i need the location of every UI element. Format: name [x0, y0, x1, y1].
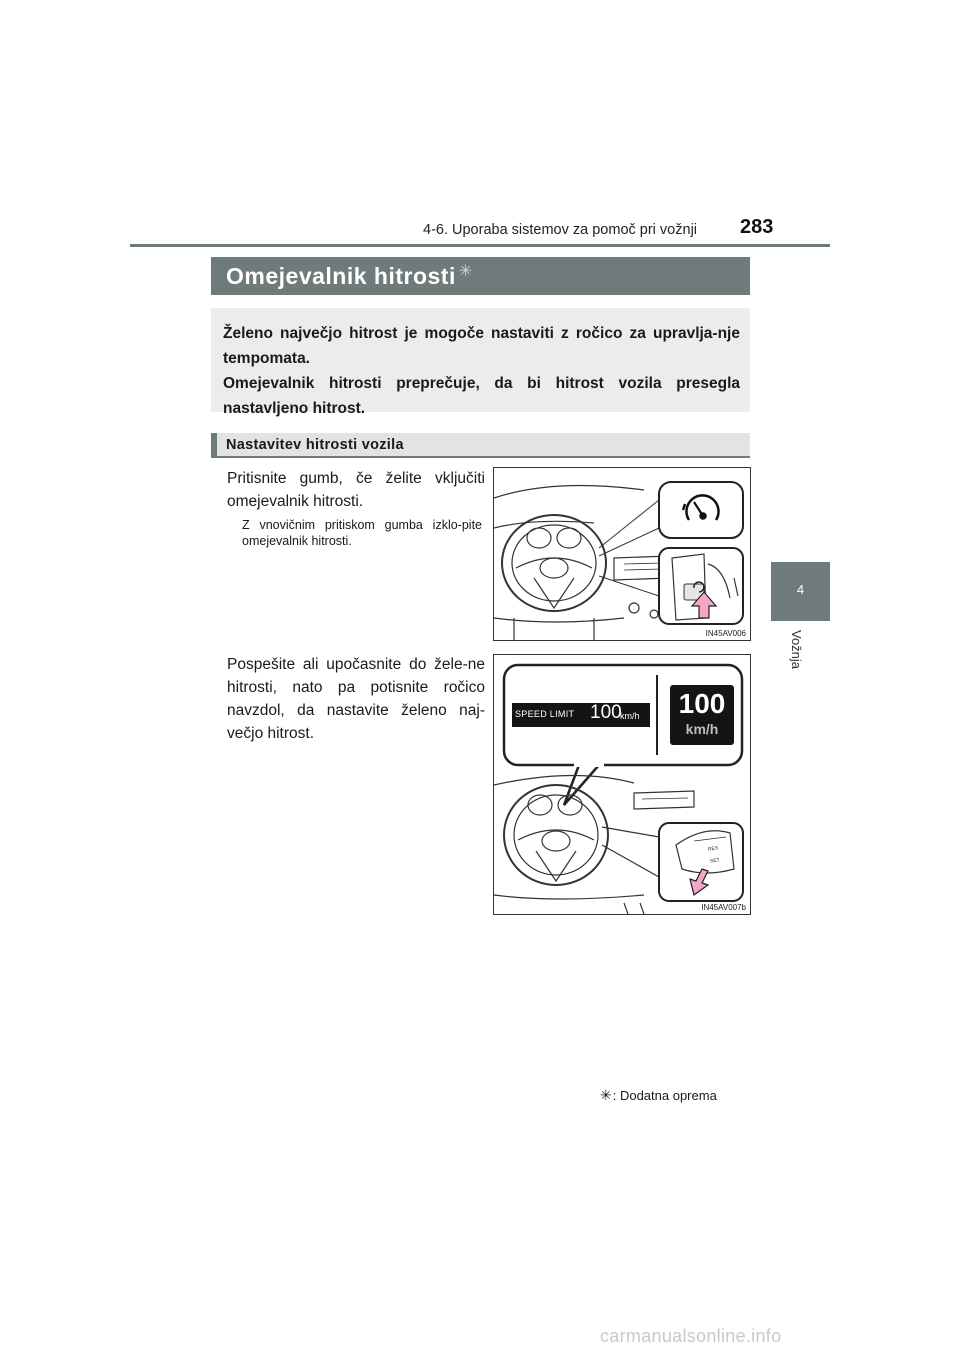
- lever-label-res: RES: [707, 845, 719, 853]
- page-number: 283: [740, 216, 774, 238]
- subsection-accent: [211, 433, 217, 457]
- step-1-text: Pritisnite gumb, če želite vključiti omejevalnik hitrosti.: [227, 470, 485, 510]
- figure-1-code: IN45AV006: [705, 629, 746, 638]
- chapter-title: 4-6. Uporaba sistemov za pomoč pri vožnji: [423, 222, 698, 238]
- chapter-tab-label: Vožnja: [789, 630, 804, 670]
- figure-steering-wheel-button: [493, 467, 751, 641]
- footnote-asterisk: ✳: [600, 1087, 612, 1103]
- step-1-note: Z vnovičnim pritiskom gumba izklo-pite omejevalnik hitrosti.: [242, 518, 482, 548]
- figure-speed-limit-display: [493, 654, 751, 915]
- subsection-underline: [211, 456, 750, 458]
- watermark: carmanualsonline.info: [600, 1326, 782, 1346]
- intro-paragraph-1: Želeno največjo hitrost je mogoče nastaviti z ročico za upravlja-nje tempomata.: [223, 325, 740, 367]
- chapter-tab: [771, 562, 830, 621]
- step-2-text: Pospešite ali upočasnite do žele-ne hitrosti, nato pa potisnite ročico navzdol, da nastavite želeno naj-večjo hitrost.: [227, 656, 485, 742]
- footnote: [600, 1087, 717, 1104]
- intro-paragraph-2: Omejevalnik hitrosti preprečuje, da bi hitrost vozila presegla nastavljeno hitrost.: [223, 375, 740, 417]
- lever-label-set: SET: [709, 857, 721, 865]
- intro-text: [223, 321, 740, 421]
- speed-big-unit: km/h: [685, 721, 719, 737]
- section-title-text: Omejevalnik hitrosti: [226, 263, 456, 289]
- header-rule: [130, 244, 830, 247]
- chapter-tab-number: 4: [796, 582, 805, 597]
- steering-wheel-illustration: [494, 468, 750, 640]
- subsection-bar: [211, 433, 750, 457]
- intro-box: [211, 308, 750, 417]
- speed-limit-value: 100: [590, 702, 622, 723]
- optional-equipment-asterisk: ✳: [458, 263, 473, 280]
- section-title-bar: [211, 257, 750, 295]
- subsection-title: Nastavitev hitrosti vozila: [226, 437, 404, 453]
- section-title: [226, 263, 473, 290]
- figure-2-code: IN45AV007b: [701, 903, 746, 912]
- speed-big-value: 100: [678, 688, 726, 719]
- speed-limit-label: SPEED LIMIT: [515, 709, 575, 719]
- speed-limit-unit: km/h: [620, 711, 640, 721]
- footnote-text: : Dodatna oprema: [612, 1088, 717, 1103]
